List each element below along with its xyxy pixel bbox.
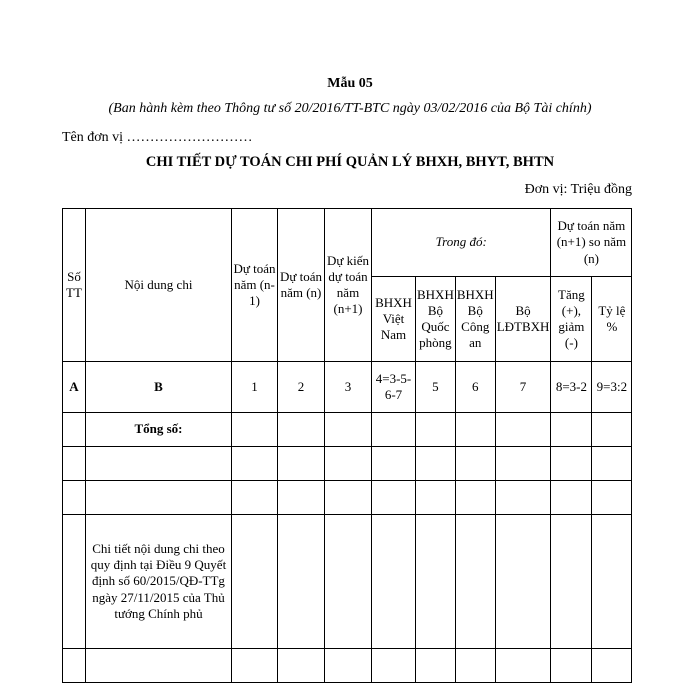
header-prev-year: Dự toán năm (n-1) bbox=[232, 209, 278, 362]
index-cell: A bbox=[63, 362, 86, 413]
header-row-1 bbox=[63, 209, 632, 277]
index-row bbox=[63, 362, 632, 413]
header-ratio: Tỷ lệ % bbox=[592, 277, 632, 362]
index-cell: 5 bbox=[416, 362, 456, 413]
header-stt: Số TT bbox=[63, 209, 86, 362]
form-code: Mẫu 05 bbox=[327, 76, 373, 91]
header-of-which: Trong đó: bbox=[372, 209, 551, 277]
table-row bbox=[63, 447, 632, 481]
header-bhxh-mod: BHXH Bộ Quốc phòng bbox=[416, 277, 456, 362]
index-cell: 2 bbox=[278, 362, 325, 413]
index-cell: B bbox=[86, 362, 232, 413]
table-row bbox=[63, 649, 632, 683]
index-cell: 4=3-5-6-7 bbox=[372, 362, 416, 413]
header-next-year: Dự kiến dự toán năm (n+1) bbox=[325, 209, 372, 362]
currency-unit: Đơn vị: Triệu đồng bbox=[524, 182, 632, 197]
index-cell: 7 bbox=[495, 362, 551, 413]
document-title: CHI TIẾT DỰ TOÁN CHI PHÍ QUẢN LÝ BHXH, BHYT, BHTN bbox=[145, 154, 555, 170]
header-content: Nội dung chi bbox=[86, 209, 232, 362]
total-row bbox=[63, 413, 632, 447]
index-cell: 8=3-2 bbox=[551, 362, 592, 413]
issuance-note: (Ban hành kèm theo Thông tư số 20/2016/TT-BTC ngày 03/02/2016 của Bộ Tài chính) bbox=[108, 101, 592, 116]
table-row bbox=[63, 481, 632, 515]
unit-name-field: Tên đơn vị ……………………… bbox=[62, 130, 253, 145]
index-cell: 3 bbox=[325, 362, 372, 413]
header-change: Tăng (+), giảm (-) bbox=[551, 277, 592, 362]
index-cell: 6 bbox=[455, 362, 495, 413]
total-label: Tổng số: bbox=[86, 413, 232, 447]
detail-row bbox=[63, 515, 632, 649]
header-bhxh-vn: BHXH Việt Nam bbox=[372, 277, 416, 362]
index-cell: 1 bbox=[232, 362, 278, 413]
index-cell: 9=3:2 bbox=[592, 362, 632, 413]
header-compare: Dự toán năm (n+1) so năm (n) bbox=[551, 209, 632, 277]
detail-note: Chi tiết nội dung chi theo quy định tại Điều 9 Quyết định số 60/2015/QĐ-TTg ngày 27/11/2015 của Thủ tướng Chính phủ bbox=[86, 515, 232, 649]
header-bhxh-mps: BHXH Bộ Công an bbox=[455, 277, 495, 362]
header-molisa: Bộ LĐTBXH bbox=[495, 277, 551, 362]
header-curr-year: Dự toán năm (n) bbox=[278, 209, 325, 362]
budget-table bbox=[62, 208, 632, 683]
